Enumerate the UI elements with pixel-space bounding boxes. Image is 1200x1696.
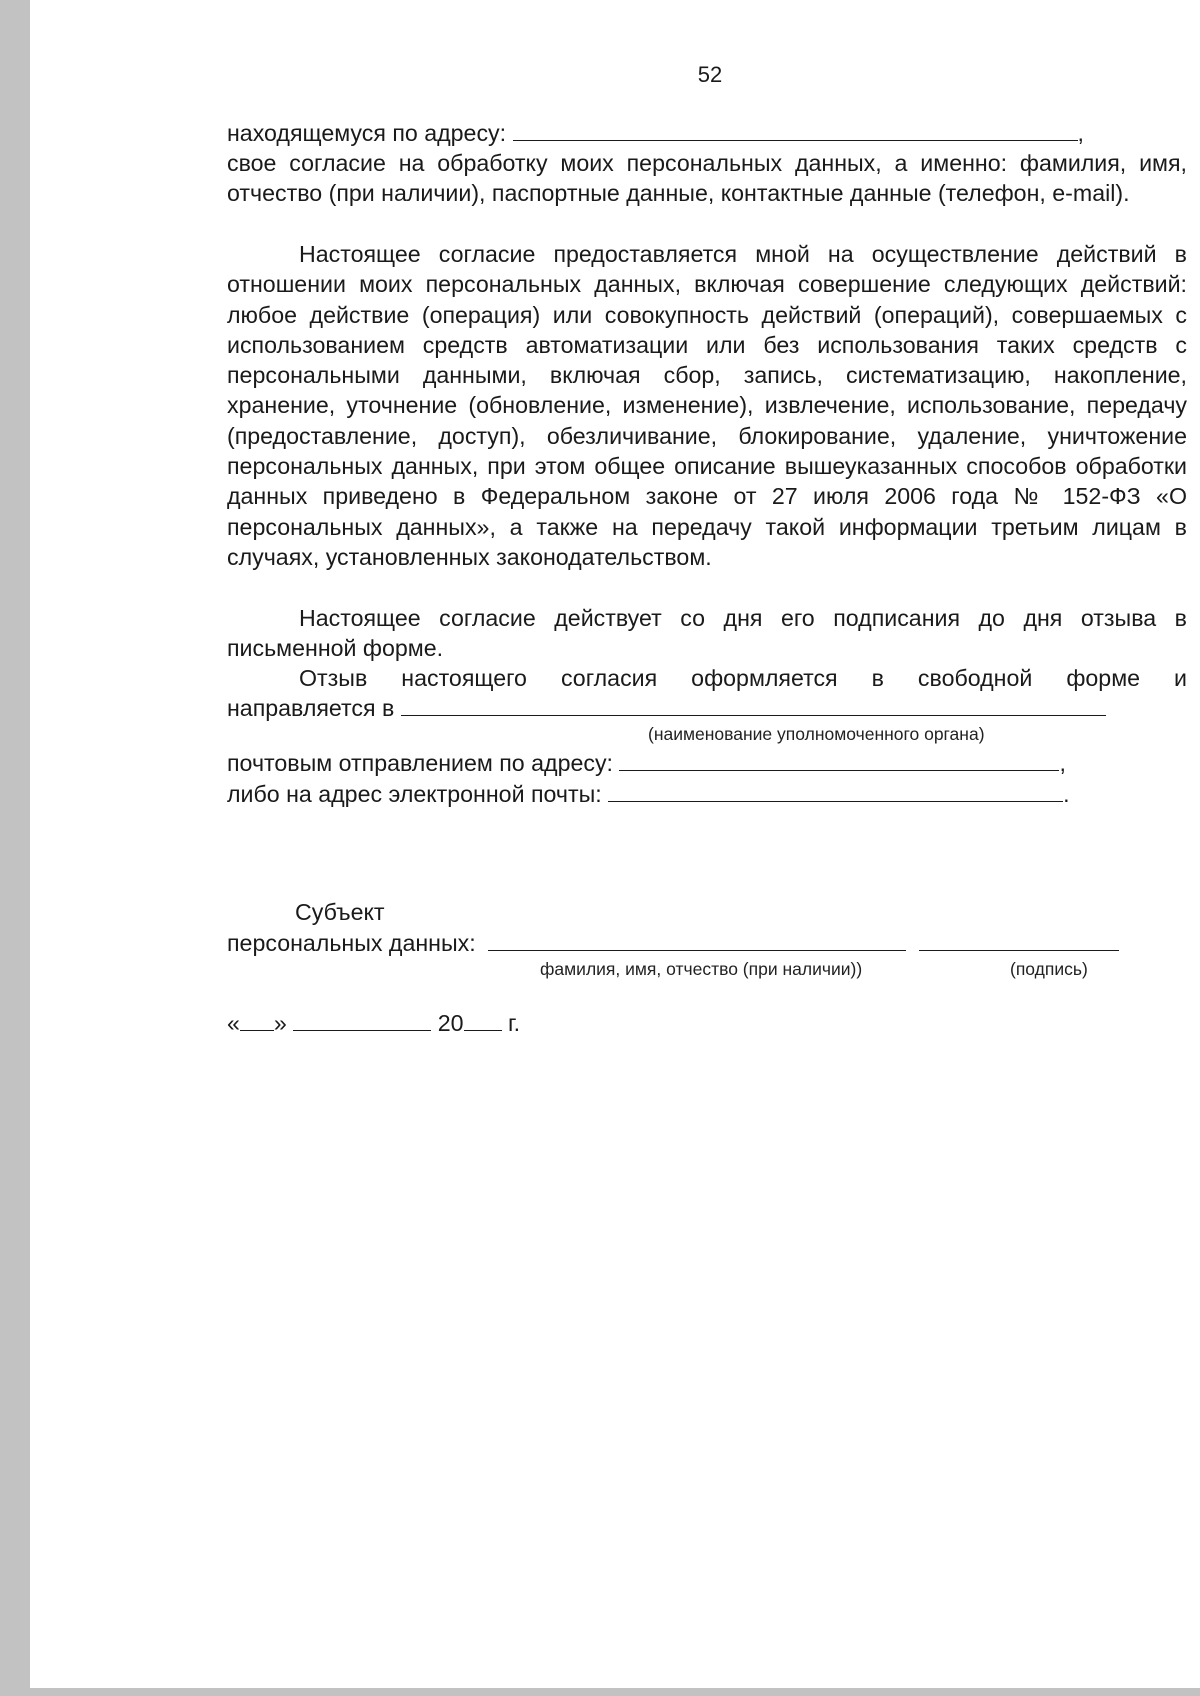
email-line	[227, 779, 1070, 809]
postal-address-field[interactable]	[619, 748, 1059, 771]
email-field[interactable]	[608, 779, 1063, 802]
authority-field[interactable]	[401, 693, 1106, 716]
date-line	[227, 1008, 520, 1038]
address-field[interactable]	[513, 118, 1078, 141]
withdrawal-paragraph: Отзыв настоящего согласия оформляется в свободной форме и	[299, 665, 1187, 691]
subject-signature-line	[227, 928, 1119, 958]
date-close-quote: »	[273, 1010, 287, 1036]
subject-label-2: персональных данных:	[227, 930, 476, 956]
year-prefix: 20	[437, 1010, 464, 1036]
page-number: 52	[697, 62, 723, 87]
sent-to-line	[227, 693, 1106, 723]
email-label: либо на адрес электронной почты:	[227, 781, 602, 807]
validity-paragraph: Настоящее согласие действует со дня его подписания до дня отзыва в письменной форме.	[227, 605, 1187, 662]
consent-paragraph: свое согласие на обработку моих персональных данных, а именно: фамилия, имя, отчество (при наличии), паспортные данные, контактные данные (телефон, e-mail).	[227, 150, 1187, 207]
actions-paragraph: Настоящее согласие предоставляется мной на осуществление действий в отношении моих персональных данных, включая совершение следующих действий: любое действие (операция) или совокупность действий (операций), совершаемых с использованием средств автоматизации или без использования таких средств с персональными данными, включая сбор, запись, систематизацию, накопление, хранение, уточнение (обновление, изменение), извлечение, использование, передачу (предоставление, доступ), обезличивание, блокирование, удаление, уничтожение персональных данных, при этом общее описание вышеуказанных способов обработки данных приведено в Федеральном законе от 27 июля 2006 года № 152-ФЗ «О персональных данных», а также на передачу такой информации третьим лицам в случаях, установленных законодательством.	[227, 241, 1187, 570]
address-label: находящемуся по адресу:	[227, 120, 507, 146]
subject-label: Субъект	[295, 899, 385, 925]
email-end: .	[1063, 781, 1070, 807]
address-line	[227, 118, 1084, 148]
signature-field[interactable]	[919, 928, 1119, 951]
postal-line	[227, 748, 1066, 778]
year-field[interactable]	[464, 1008, 502, 1031]
document-page	[30, 0, 1200, 1688]
signature-caption: (подпись)	[1010, 959, 1088, 979]
year-suffix: г.	[507, 1010, 521, 1036]
postal-label: почтовым отправлением по адресу:	[227, 750, 613, 776]
day-field[interactable]	[240, 1008, 274, 1031]
postal-end: ,	[1059, 750, 1066, 776]
sent-to-label: направляется в	[227, 695, 395, 721]
full-name-caption: фамилия, имя, отчество (при наличии))	[540, 959, 863, 979]
date-open-quote: «	[227, 1010, 240, 1036]
address-end: ,	[1077, 120, 1084, 146]
authority-caption: (наименование уполномоченного органа)	[648, 724, 985, 744]
full-name-field[interactable]	[488, 928, 906, 951]
month-field[interactable]	[293, 1008, 431, 1031]
